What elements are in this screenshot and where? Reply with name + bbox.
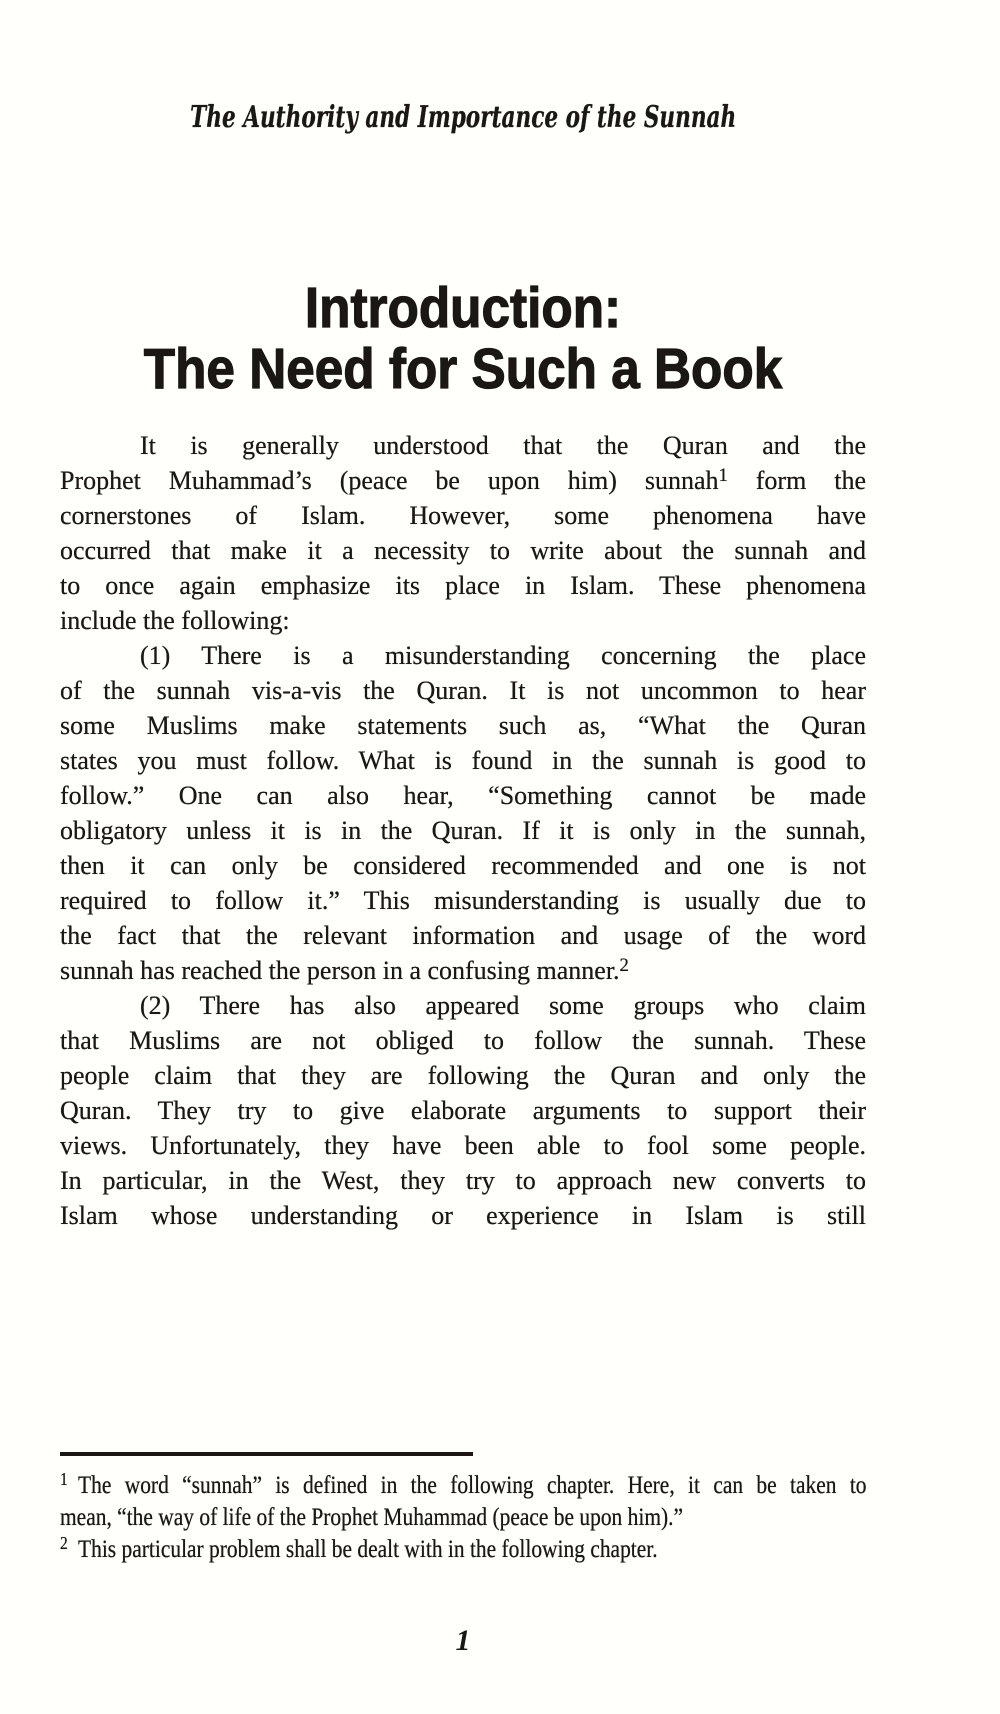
- text-line: cornerstones of Islam. However, some phenomena have: [60, 501, 866, 530]
- text-line: occurred that make it a necessity to write about the sunnah and: [60, 536, 866, 565]
- footnote: [60, 1534, 867, 1566]
- footnote-reference: 1: [718, 465, 728, 486]
- running-header-text: The Authority and Importance of the Sunnah: [189, 100, 737, 135]
- text-line-footnote: mean, “the way of life of the Prophet Muhammad (peace be upon him).”: [60, 1504, 684, 1531]
- paragraph: [60, 988, 866, 1233]
- chapter-title-line-1: Introduction:: [304, 276, 622, 340]
- text-line: In particular, in the West, they try to approach new converts to: [60, 1166, 866, 1195]
- text-line: (2) There has also appeared some groups who claim: [140, 991, 866, 1020]
- text-line: It is generally understood that the Quran and the: [140, 431, 866, 460]
- text-line: required to follow it.” This misunderstanding is usually due to: [60, 886, 866, 915]
- footnotes: [60, 1470, 867, 1566]
- paragraph: [60, 428, 866, 638]
- text-line: Quran. They try to give elaborate arguments to support their: [60, 1096, 866, 1125]
- text-line-footnote: $^2$ This particular problem shall be dealt with in the following chapter.: [60, 1533, 658, 1563]
- text-line: Islam whose understanding or experience in Islam is still: [60, 1201, 866, 1230]
- text-line: to once again emphasize its place in Islam. These phenomena: [60, 571, 866, 600]
- chapter-title-line-2: The Need for Such a Book: [143, 337, 783, 401]
- footnote: [60, 1470, 867, 1534]
- footnote-marker: 2: [60, 1533, 68, 1553]
- text-line: obligatory unless it is in the Quran. If it is only in the sunnah,: [60, 816, 866, 845]
- footnote-separator: [60, 1452, 473, 1456]
- text-line: some Muslims make statements such as, “What the Quran: [60, 711, 866, 740]
- text-line: include the following:: [60, 606, 290, 635]
- text-line: of the sunnah vis-a-vis the Quran. It is not uncommon to hear: [60, 676, 866, 705]
- running-header: [60, 100, 866, 135]
- text-line: the fact that the relevant information and usage of the word: [60, 921, 866, 950]
- body-text: [60, 428, 866, 1233]
- footnote-marker: 1: [60, 1469, 68, 1489]
- text-line: (1) There is a misunderstanding concerning the place: [140, 641, 866, 670]
- text-line: states you must follow. What is found in the sunnah is good to: [60, 746, 866, 775]
- text-line: sunnah has reached the person in a confusing manner.$^2$: [60, 955, 629, 985]
- text-line: then it can only be considered recommended and one is not: [60, 851, 866, 880]
- footnote-reference: 2: [619, 955, 629, 976]
- text-line: that Muslims are not obliged to follow the sunnah. These: [60, 1026, 866, 1055]
- text-line: follow.” One can also hear, “Something cannot be made: [60, 781, 866, 810]
- paragraph: [60, 638, 866, 988]
- text-line: people claim that they are following the Quran and only the: [60, 1061, 866, 1090]
- text-line: Prophet Muhammad’s (peace be upon him) sunnah$^1$ form the: [60, 465, 866, 495]
- page-number: 1: [455, 1624, 471, 1657]
- text-line-footnote: $^1$ The word “sunnah” is defined in the following chapter. Here, it can be taken to: [60, 1469, 867, 1499]
- chapter-title: [60, 278, 866, 400]
- text-line: views. Unfortunately, they have been able to fool some people.: [60, 1131, 866, 1160]
